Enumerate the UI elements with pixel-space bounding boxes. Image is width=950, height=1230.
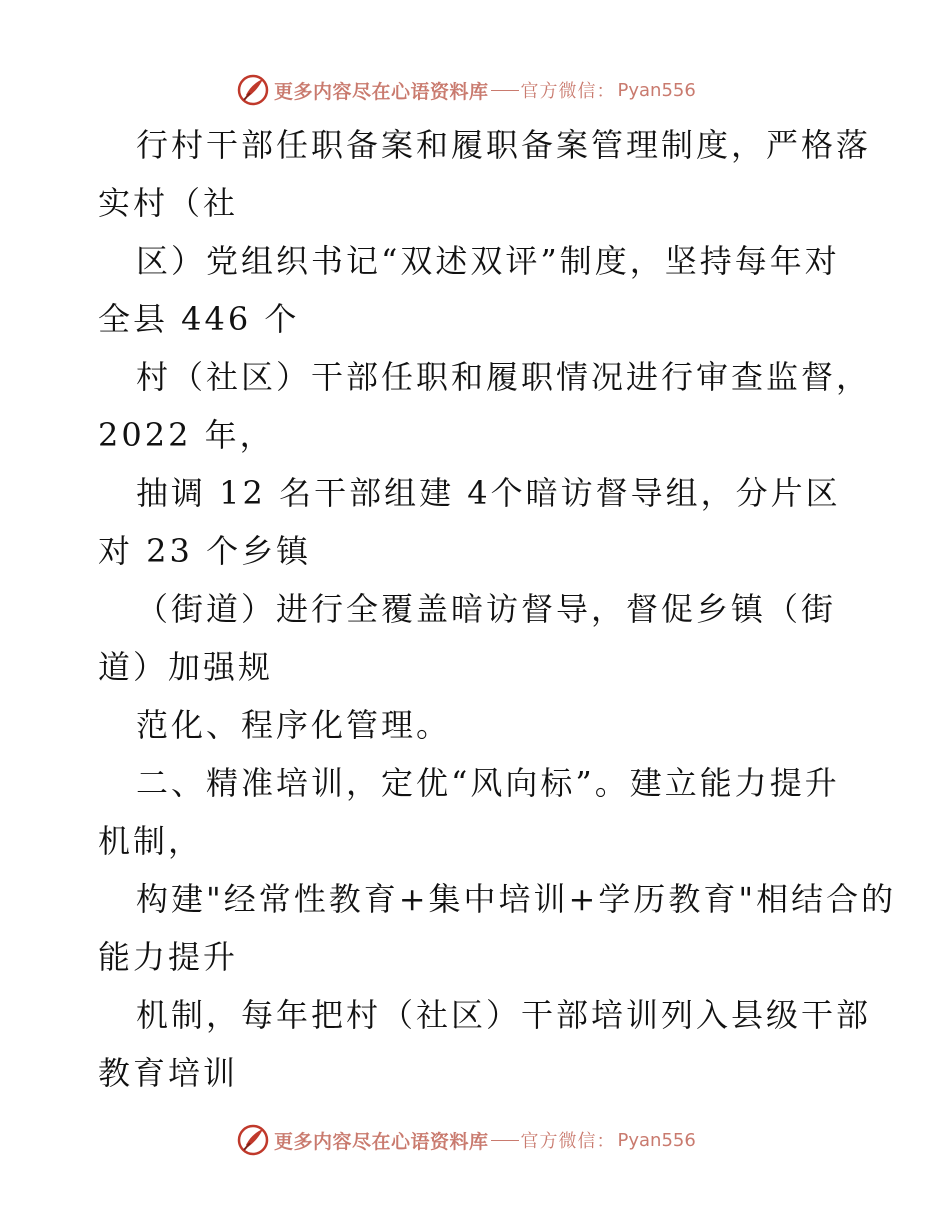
document-body xyxy=(98,116,898,1102)
text-line: 机制，每年把村（社区）干部培训列入县级干部 xyxy=(136,996,872,1034)
text-line: 全县 446 个 xyxy=(98,300,300,338)
watermark-dash xyxy=(491,1140,519,1141)
watermark-wechat-id: Pyan556 xyxy=(617,1129,696,1151)
watermark-wechat-id: Pyan556 xyxy=(617,79,696,101)
text-line: 区）党组织书记“双述双评”制度，坚持每年对 xyxy=(136,242,840,280)
text-line: 抽调 12 名干部组建 4个暗访督导组，分片区 xyxy=(136,474,841,512)
watermark-dash xyxy=(491,90,519,91)
text-line: 2022 年， xyxy=(98,416,275,454)
text-line: 对 23 个乡镇 xyxy=(98,532,312,570)
text-line: 构建"经常性教育+集中培训+学历教育"相结合的 xyxy=(136,880,897,918)
text-line: 行村干部任职备案和履职备案管理制度，严格落 xyxy=(136,126,872,164)
text-line: 道）加强规 xyxy=(98,648,274,686)
header-watermark xyxy=(236,72,696,108)
text-line: （街道）进行全覆盖暗访督导，督促乡镇（街 xyxy=(136,590,837,628)
watermark-wechat-label: 官方微信： xyxy=(520,1131,616,1152)
watermark-title: 更多内容尽在心语资料库 xyxy=(274,80,489,103)
text-line: 村（社区）干部任职和履职情况进行审查监督， xyxy=(136,358,872,396)
text-line: 教育培训 xyxy=(98,1054,239,1092)
footer-watermark xyxy=(236,1122,696,1158)
quill-logo-icon xyxy=(236,1123,270,1157)
text-line: 范化、程序化管理。 xyxy=(136,706,452,744)
text-line: 机制， xyxy=(98,822,204,860)
watermark-title: 更多内容尽在心语资料库 xyxy=(274,1130,489,1153)
watermark-wechat-label: 官方微信： xyxy=(520,81,616,102)
text-line: 实村（社 xyxy=(98,184,239,222)
quill-logo-icon xyxy=(236,73,270,107)
section-heading-line: 二、精准培训，定优“风向标”。建立能力提升 xyxy=(136,764,840,802)
text-line: 能力提升 xyxy=(98,938,239,976)
